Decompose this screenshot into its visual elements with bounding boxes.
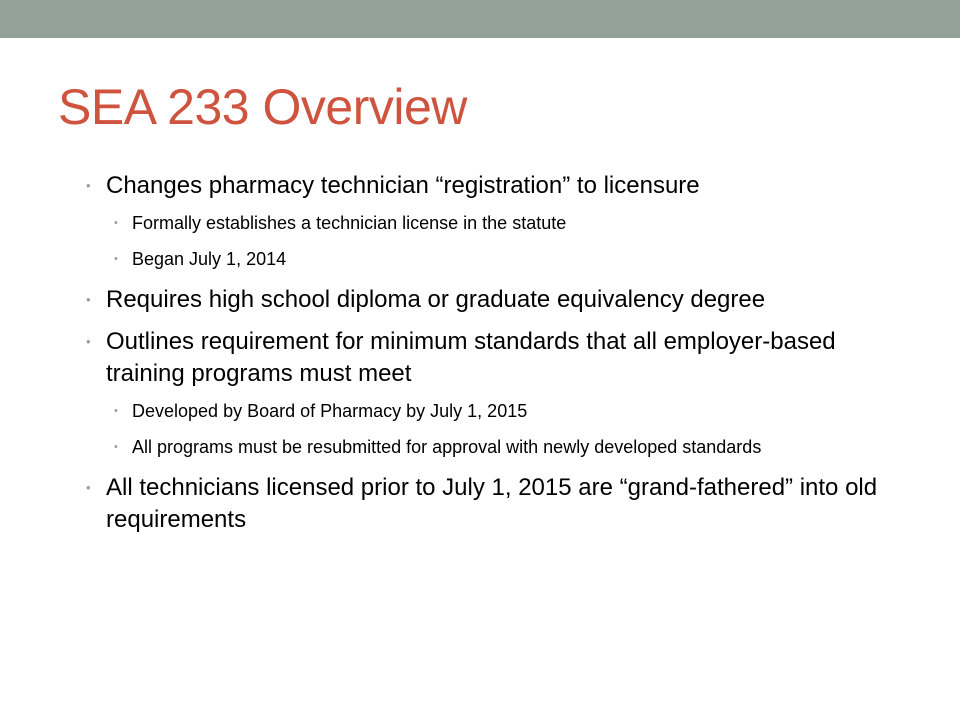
- bullet-dot-icon: •: [114, 441, 118, 453]
- bullet-dot-icon: •: [114, 253, 118, 265]
- sub-bullet-item: [86, 248, 906, 271]
- bullet-text: Changes pharmacy technician “registration” to licensure: [106, 172, 700, 199]
- bullet-dot-icon: •: [86, 480, 91, 495]
- sub-bullet-text: Began July 1, 2014: [132, 249, 287, 269]
- bullet-item-diploma: [86, 284, 906, 316]
- bullet-dot-icon: •: [114, 217, 118, 229]
- bullet-dot-icon: •: [114, 405, 118, 417]
- top-accent-bar: [0, 0, 960, 38]
- slide-title: SEA 233 Overview: [58, 79, 467, 135]
- bullet-dot-icon: •: [86, 178, 91, 193]
- bullet-dot-icon: •: [86, 292, 91, 307]
- bullet-item-standards: [86, 326, 906, 390]
- bullet-text: All technicians licensed prior to July 1, 2015 are “grand-fathered” into old requirements: [106, 474, 878, 533]
- bullet-list: [86, 170, 906, 546]
- bullet-dot-icon: •: [86, 334, 91, 349]
- bullet-text: Requires high school diploma or graduate equivalency degree: [106, 286, 766, 313]
- bullet-item-grandfathered: [86, 472, 906, 536]
- sub-bullet-item: [86, 436, 906, 459]
- bullet-item-licensure: [86, 170, 906, 202]
- bullet-text: Outlines requirement for minimum standards that all employer-based training programs must meet: [106, 328, 836, 387]
- sub-bullet-text: All programs must be resubmitted for approval with newly developed standards: [132, 437, 762, 457]
- sub-bullet-item: [86, 400, 906, 423]
- sub-bullet-text: Formally establishes a technician license in the statute: [132, 213, 567, 233]
- sub-bullet-text: Developed by Board of Pharmacy by July 1, 2015: [132, 401, 528, 421]
- sub-bullet-item: [86, 212, 906, 235]
